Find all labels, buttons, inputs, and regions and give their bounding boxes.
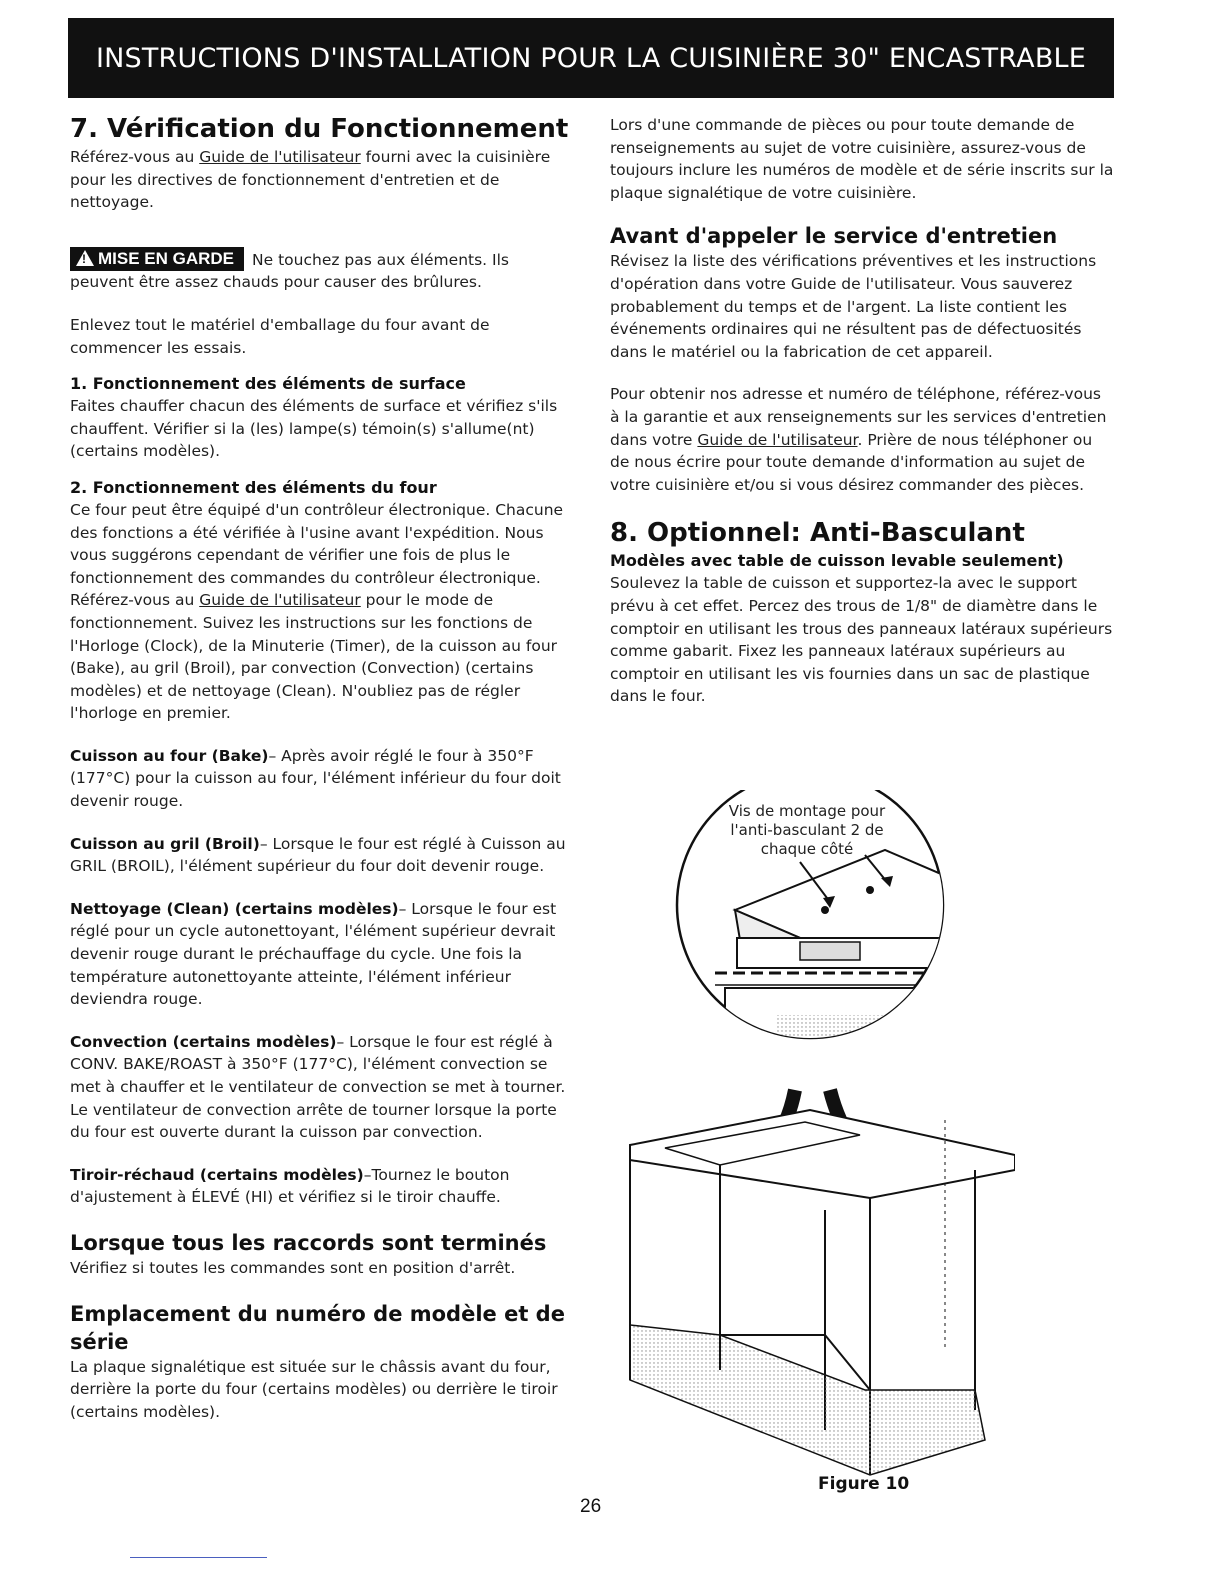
guide-link-3[interactable]: Guide de l'utilisateur — [697, 430, 858, 449]
contact-text-start: Pour obtenir nos adresse et numéro de téléphone, référez-vous à la garantie et aux renseignements sur les services d'entretien dans votre — [610, 385, 1107, 449]
clean-paragraph — [70, 898, 575, 1011]
left-column — [70, 112, 575, 1423]
counter-cabinet — [630, 1110, 1015, 1475]
broil-lead: Cuisson au gril (Broil) — [70, 834, 260, 853]
serial-location-title: Emplacement du numéro de modèle et de série — [70, 1301, 565, 1354]
figure-10-illustration — [625, 790, 1015, 1480]
intro-text: Référez-vous au — [70, 148, 200, 166]
section-7-intro — [70, 146, 575, 214]
item-2-text-start: Ce four peut être équipé d'un contrôleur électronique. Chacune des fonctions a été vérifiée à l'usine avant l'expédition. Nous vous suggérons cependant de vérifier une fois de plus le fonctionnement des commandes du contrôleur électronique. Référez-vous au — [70, 500, 564, 610]
guide-link[interactable]: Guide de l'utilisateur — [199, 148, 361, 166]
page-number: 26 — [580, 1496, 602, 1517]
bake-paragraph — [70, 745, 575, 813]
convection-text: – Lorsque le four est réglé à CONV. BAKE/ROAST à 350°F (177°C), l'élément convection se met à chauffer et le ventilateur de convection se met à tourner. Le ventilateur de convection arrête de tourner lorsque la porte du four est ouverte durant la cuisson par convection. — [70, 1032, 566, 1142]
warming-drawer-paragraph — [70, 1164, 575, 1209]
broil-text: – Lorsque le four est réglé à Cuisson au GRIL (BROIL), l'élément supérieur du four doit devenir rouge. — [70, 834, 566, 876]
convection-lead: Convection (certains modèles) — [70, 1032, 337, 1051]
section-8-title: 8. Optionnel: Anti-Basculant — [610, 518, 1025, 549]
broil-paragraph — [70, 833, 575, 878]
convection-paragraph — [70, 1031, 575, 1144]
service-text: Révisez la liste des vérifications préventives et les instructions d'opération dans votre Guide de l'utilisateur. Vous sauverez probablement du temps et de l'argent. La liste contient les événements ordinaires qui ne résultent pas de défectuosités dans le matériel ou la fabrication de cet appareil. — [610, 252, 1097, 361]
right-column — [610, 114, 1115, 708]
item-1-title: 1. Fonctionnement des éléments de surface — [70, 374, 466, 394]
item-2-text-end: pour le mode de fonctionnement. Suivez les instructions sur les fonctions de l'Horloge (Clock), de la Minuterie (Timer), de la cuisson au four (Bake), au gril (Broil), par convection (Convection) (certains modèles) et de nettoyage (Clean). N'oubliez pas de régler l'horloge en premier. — [70, 591, 558, 723]
figure-callout: Vis de montage pour l'anti-basculant 2 de chaque côté — [728, 802, 886, 858]
footer-divider — [130, 1557, 267, 1558]
contact-paragraph — [610, 383, 1115, 496]
guide-link-2[interactable]: Guide de l'utilisateur — [199, 591, 361, 610]
connections-done-text: Vérifiez si toutes les commandes sont en position d'arrêt. — [70, 1258, 516, 1277]
item-1-text: Faites chauffer chacun des éléments de surface et vérifiez s'ils chauffent. Vérifier si la (les) lampe(s) témoin(s) s'allume(nt) (certains modèles). — [70, 397, 558, 461]
warming-drawer-text: –Tournez le bouton d'ajustement à ÉLEVÉ (HI) et vérifiez si le tiroir chauffe. — [70, 1165, 510, 1207]
clean-text: – Lorsque le four est réglé pour un cycle autonettoyant, l'élément supérieur devrait devenir rouge durant le préchauffage du cycle. Une fois la température autonettoyante atteinte, l'élément inférieur deviendra rouge. — [70, 899, 557, 1009]
intro-text-end: fourni avec la cuisinière pour les directives de fonctionnement d'entretien et de nettoyage. — [70, 148, 551, 212]
warming-drawer-lead: Tiroir-réchaud (certains modèles) — [70, 1165, 364, 1184]
parts-order-paragraph: Lors d'une commande de pièces ou pour toute demande de renseignements au sujet de votre cuisinière, assurez-vous de toujours inclure les numéros de modèle et de série inscrits sur la plaque signalétique de votre cuisinière. — [610, 116, 1114, 202]
warning-badge — [70, 247, 244, 271]
section-8-subtitle: Modèles avec table de cuisson levable seulement) — [610, 551, 1064, 571]
service-title: Avant d'appeler le service d'entretien — [610, 224, 1058, 249]
figure-caption: Figure 10 — [818, 1474, 910, 1494]
serial-location-text: La plaque signalétique est située sur le châssis avant du four, derrière la porte du four (certains modèles) ou derrière le tiroir (certains modèles). — [70, 1357, 558, 1421]
warning-label: MISE EN GARDE — [98, 248, 235, 268]
contact-text-end: . Prière de nous téléphoner ou de nous écrire pour toute demande d'information au sujet de votre cuisinière et/ou si vous désirez commander des pièces. — [610, 430, 1093, 494]
item-2-text — [70, 499, 575, 725]
clean-lead: Nettoyage (Clean) (certains modèles) — [70, 899, 399, 918]
warning-icon — [76, 250, 94, 266]
section-8-text: Soulevez la table de cuisson et supportez-la avec le support prévu à cet effet. Percez des trous de 1/8" de diamètre dans le comptoir en utilisant les trous des panneaux latéraux supérieurs comme gabarit. Fixez les panneaux latéraux supérieurs au comptoir en utilisant les vis fournies dans un sac de plastique dans le four. — [610, 574, 1113, 706]
warning-text: Ne touchez pas aux éléments. Ils peuvent être assez chauds pour causer des brûlures. — [70, 250, 509, 292]
anti-tip-diagram — [625, 790, 1015, 1480]
warning-icon-glyph: ! — [82, 251, 86, 266]
warning-paragraph — [70, 247, 575, 294]
page-header-banner — [68, 18, 1114, 98]
bake-text: – Après avoir réglé le four à 350°F (177°C) pour la cuisson au four, l'élément inférieur du four doit devenir rouge. — [70, 746, 561, 811]
section-7-title: 7. Vérification du Fonctionnement — [70, 114, 569, 144]
packaging-paragraph: Enlevez tout le matériel d'emballage du four avant de commencer les essais. — [70, 315, 490, 357]
connections-done-title: Lorsque tous les raccords sont terminés — [70, 1230, 547, 1255]
bake-lead: Cuisson au four (Bake) — [70, 746, 269, 765]
page-header-title: INSTRUCTIONS D'INSTALLATION POUR LA CUISINIÈRE 30" ENCASTRABLE — [95, 42, 1087, 74]
item-2-title: 2. Fonctionnement des éléments du four — [70, 477, 437, 497]
